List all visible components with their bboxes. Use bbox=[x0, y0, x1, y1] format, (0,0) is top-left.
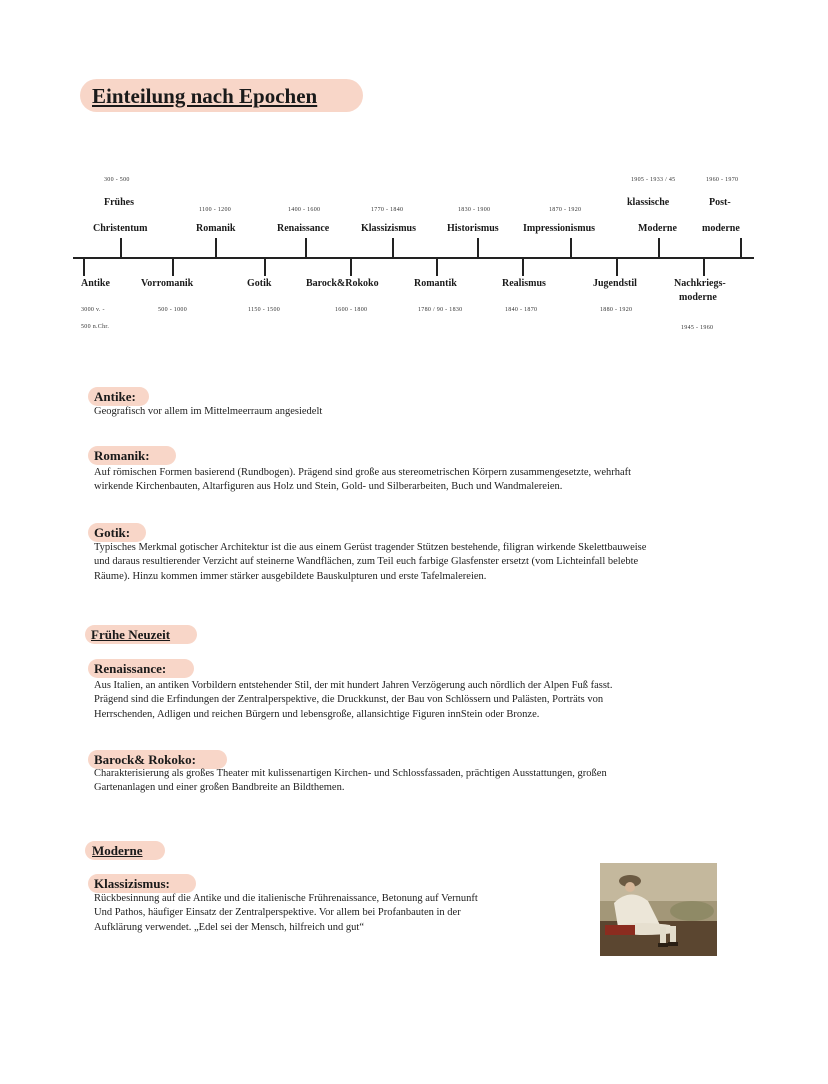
label-fruehes: Frühes bbox=[104, 197, 134, 208]
years-vorromanik: 500 - 1000 bbox=[158, 307, 187, 313]
tick-renaissance bbox=[305, 238, 307, 258]
tick-romanik bbox=[215, 238, 217, 258]
years-jugendstil: 1880 - 1920 bbox=[600, 307, 633, 313]
label-christentum: Christentum bbox=[93, 223, 148, 234]
antike-text: Geografisch vor allem im Mittelmeerraum angesiedelt bbox=[94, 406, 323, 417]
label-romantik: Romantik bbox=[414, 278, 457, 289]
years-renaissance-top: 1400 - 1600 bbox=[288, 207, 321, 213]
tick-realismus bbox=[522, 258, 524, 276]
romanik-text: Auf römischen Formen basierend (Rundbogen). Prägend sind große aus stereometrischen Körpern zusammengesetzte, wehrhaft wirkende Kirchenbauten, Altarfiguren aus Holz und Stein, Gold- und Silberarbeiten, Buch und Wandmalereien. bbox=[94, 467, 632, 493]
years-antike-2: 500 n.Chr. bbox=[81, 324, 110, 330]
label-vorromanik: Vorromanik bbox=[141, 278, 194, 289]
barock-heading: Barock& Rokoko: bbox=[94, 752, 196, 767]
tick-antike bbox=[83, 258, 85, 276]
label-romanik-top: Romanik bbox=[196, 223, 236, 234]
years-klassizismus-top: 1770 - 1840 bbox=[371, 207, 404, 213]
timeline-axis bbox=[73, 257, 754, 259]
tick-klassische-moderne bbox=[658, 238, 660, 258]
years-postmoderne: 1960 - 1970 bbox=[706, 177, 739, 183]
tick-fruehes-christentum bbox=[120, 238, 122, 258]
tick-jugendstil bbox=[616, 258, 618, 276]
label-jugendstil: Jugendstil bbox=[593, 278, 637, 289]
label-gotik: Gotik bbox=[247, 278, 272, 289]
gotik-text: Typisches Merkmal gotischer Architektur ist die aus einem Gerüst tragender Stützen bestehende, filigran wirkende Skelettbauweise und daraus resultierender Verzicht auf steinerne Wandflächen, zum Teil euch farbige Glasfenster ersetzt (vom Lichteinfall belebte Räume). Hinzu kommen immer stärker ausgebildete Bauskulpturen und erste Tafelmalereien. bbox=[94, 542, 647, 582]
barock-text: Charakterisierung als großes Theater mit kulissenartigen Kirchen- und Schlossfassaden, prächtigen Ausstattungen, großen Gartenanlagen und einer großen Bandbreite an Bildthemen. bbox=[94, 768, 607, 794]
label-klassische: klassische bbox=[627, 197, 670, 208]
moderne-heading: Moderne bbox=[92, 843, 143, 858]
klassizismus-text: Rückbesinnung auf die Antike und die italienische Frührenaissance, Betonung auf Vernunft Und Pathos, häufiger Einsatz der Zentralperspektive. Vor allem bei Profanbauten in der Aufklärung verwendet. „Edel sei der Mensch, hilfreich und gut“ bbox=[94, 893, 478, 933]
years-klassische-moderne: 1905 - 1933 / 45 bbox=[631, 177, 676, 183]
page-title: Einteilung nach Epochen bbox=[92, 84, 318, 108]
tick-barock-rokoko bbox=[350, 258, 352, 276]
renaissance-heading: Renaissance: bbox=[94, 661, 167, 676]
years-historismus: 1830 - 1900 bbox=[458, 207, 491, 213]
label-historismus: Historismus bbox=[447, 223, 499, 234]
label-nachkriegs: Nachkriegs- bbox=[674, 278, 726, 289]
antike-heading: Antike: bbox=[94, 389, 136, 404]
years-barock-rokoko: 1600 - 1800 bbox=[335, 307, 368, 313]
fruehe-neuzeit-heading: Frühe Neuzeit bbox=[91, 627, 171, 642]
tick-vorromanik bbox=[172, 258, 174, 276]
label-realismus: Realismus bbox=[502, 278, 546, 289]
years-gotik: 1150 - 1500 bbox=[248, 307, 281, 313]
tick-nachkriegsmoderne bbox=[703, 258, 705, 276]
label-moderne-bottom: moderne bbox=[679, 292, 717, 303]
label-barock-rokoko: Barock&Rokoko bbox=[306, 278, 379, 289]
renaissance-text: Aus Italien, an antiken Vorbildern entstehender Stil, der mit hundert Jahren Verzögerung auch nördlich der Alpen Fuß fasst. Prägend sind die Erfindungen der Zentralperspektive, die Druckkunst, der Bau von Schlössern und Palästen, Porträts von Herrschenden, Adligen und reichen Bürgern und lebensgroße, allansichtige Figuren innStein oder Bronze. bbox=[94, 680, 613, 720]
tick-klassizismus bbox=[392, 238, 394, 258]
romanik-heading: Romanik: bbox=[94, 448, 150, 463]
tick-romantik bbox=[436, 258, 438, 276]
label-postmoderne: moderne bbox=[702, 223, 740, 234]
tick-historismus bbox=[477, 238, 479, 258]
tick-gotik bbox=[264, 258, 266, 276]
painting-illustration bbox=[600, 863, 717, 956]
years-impressionismus: 1870 - 1920 bbox=[549, 207, 582, 213]
years-realismus: 1840 - 1870 bbox=[505, 307, 538, 313]
tick-postmoderne bbox=[740, 238, 742, 258]
label-impressionismus: Impressionismus bbox=[523, 223, 596, 234]
goethe-painting-image bbox=[600, 863, 717, 956]
years-nachkriegsmoderne: 1945 - 1960 bbox=[681, 325, 714, 331]
tick-impressionismus bbox=[570, 238, 572, 258]
years-romantik: 1780 / 90 - 1830 bbox=[418, 307, 463, 313]
years-fruehes-christentum: 300 - 500 bbox=[104, 177, 130, 183]
years-romanik-top: 1100 - 1200 bbox=[199, 207, 232, 213]
label-antike: Antike bbox=[81, 278, 110, 289]
klassizismus-heading: Klassizismus: bbox=[94, 876, 170, 891]
label-renaissance-top: Renaissance bbox=[277, 223, 330, 234]
gotik-heading: Gotik: bbox=[94, 525, 131, 540]
label-post: Post- bbox=[709, 197, 731, 208]
label-moderne-top: Moderne bbox=[638, 223, 677, 234]
label-klassizismus-top: Klassizismus bbox=[361, 223, 417, 234]
years-antike: 3000 v. - bbox=[81, 307, 105, 313]
